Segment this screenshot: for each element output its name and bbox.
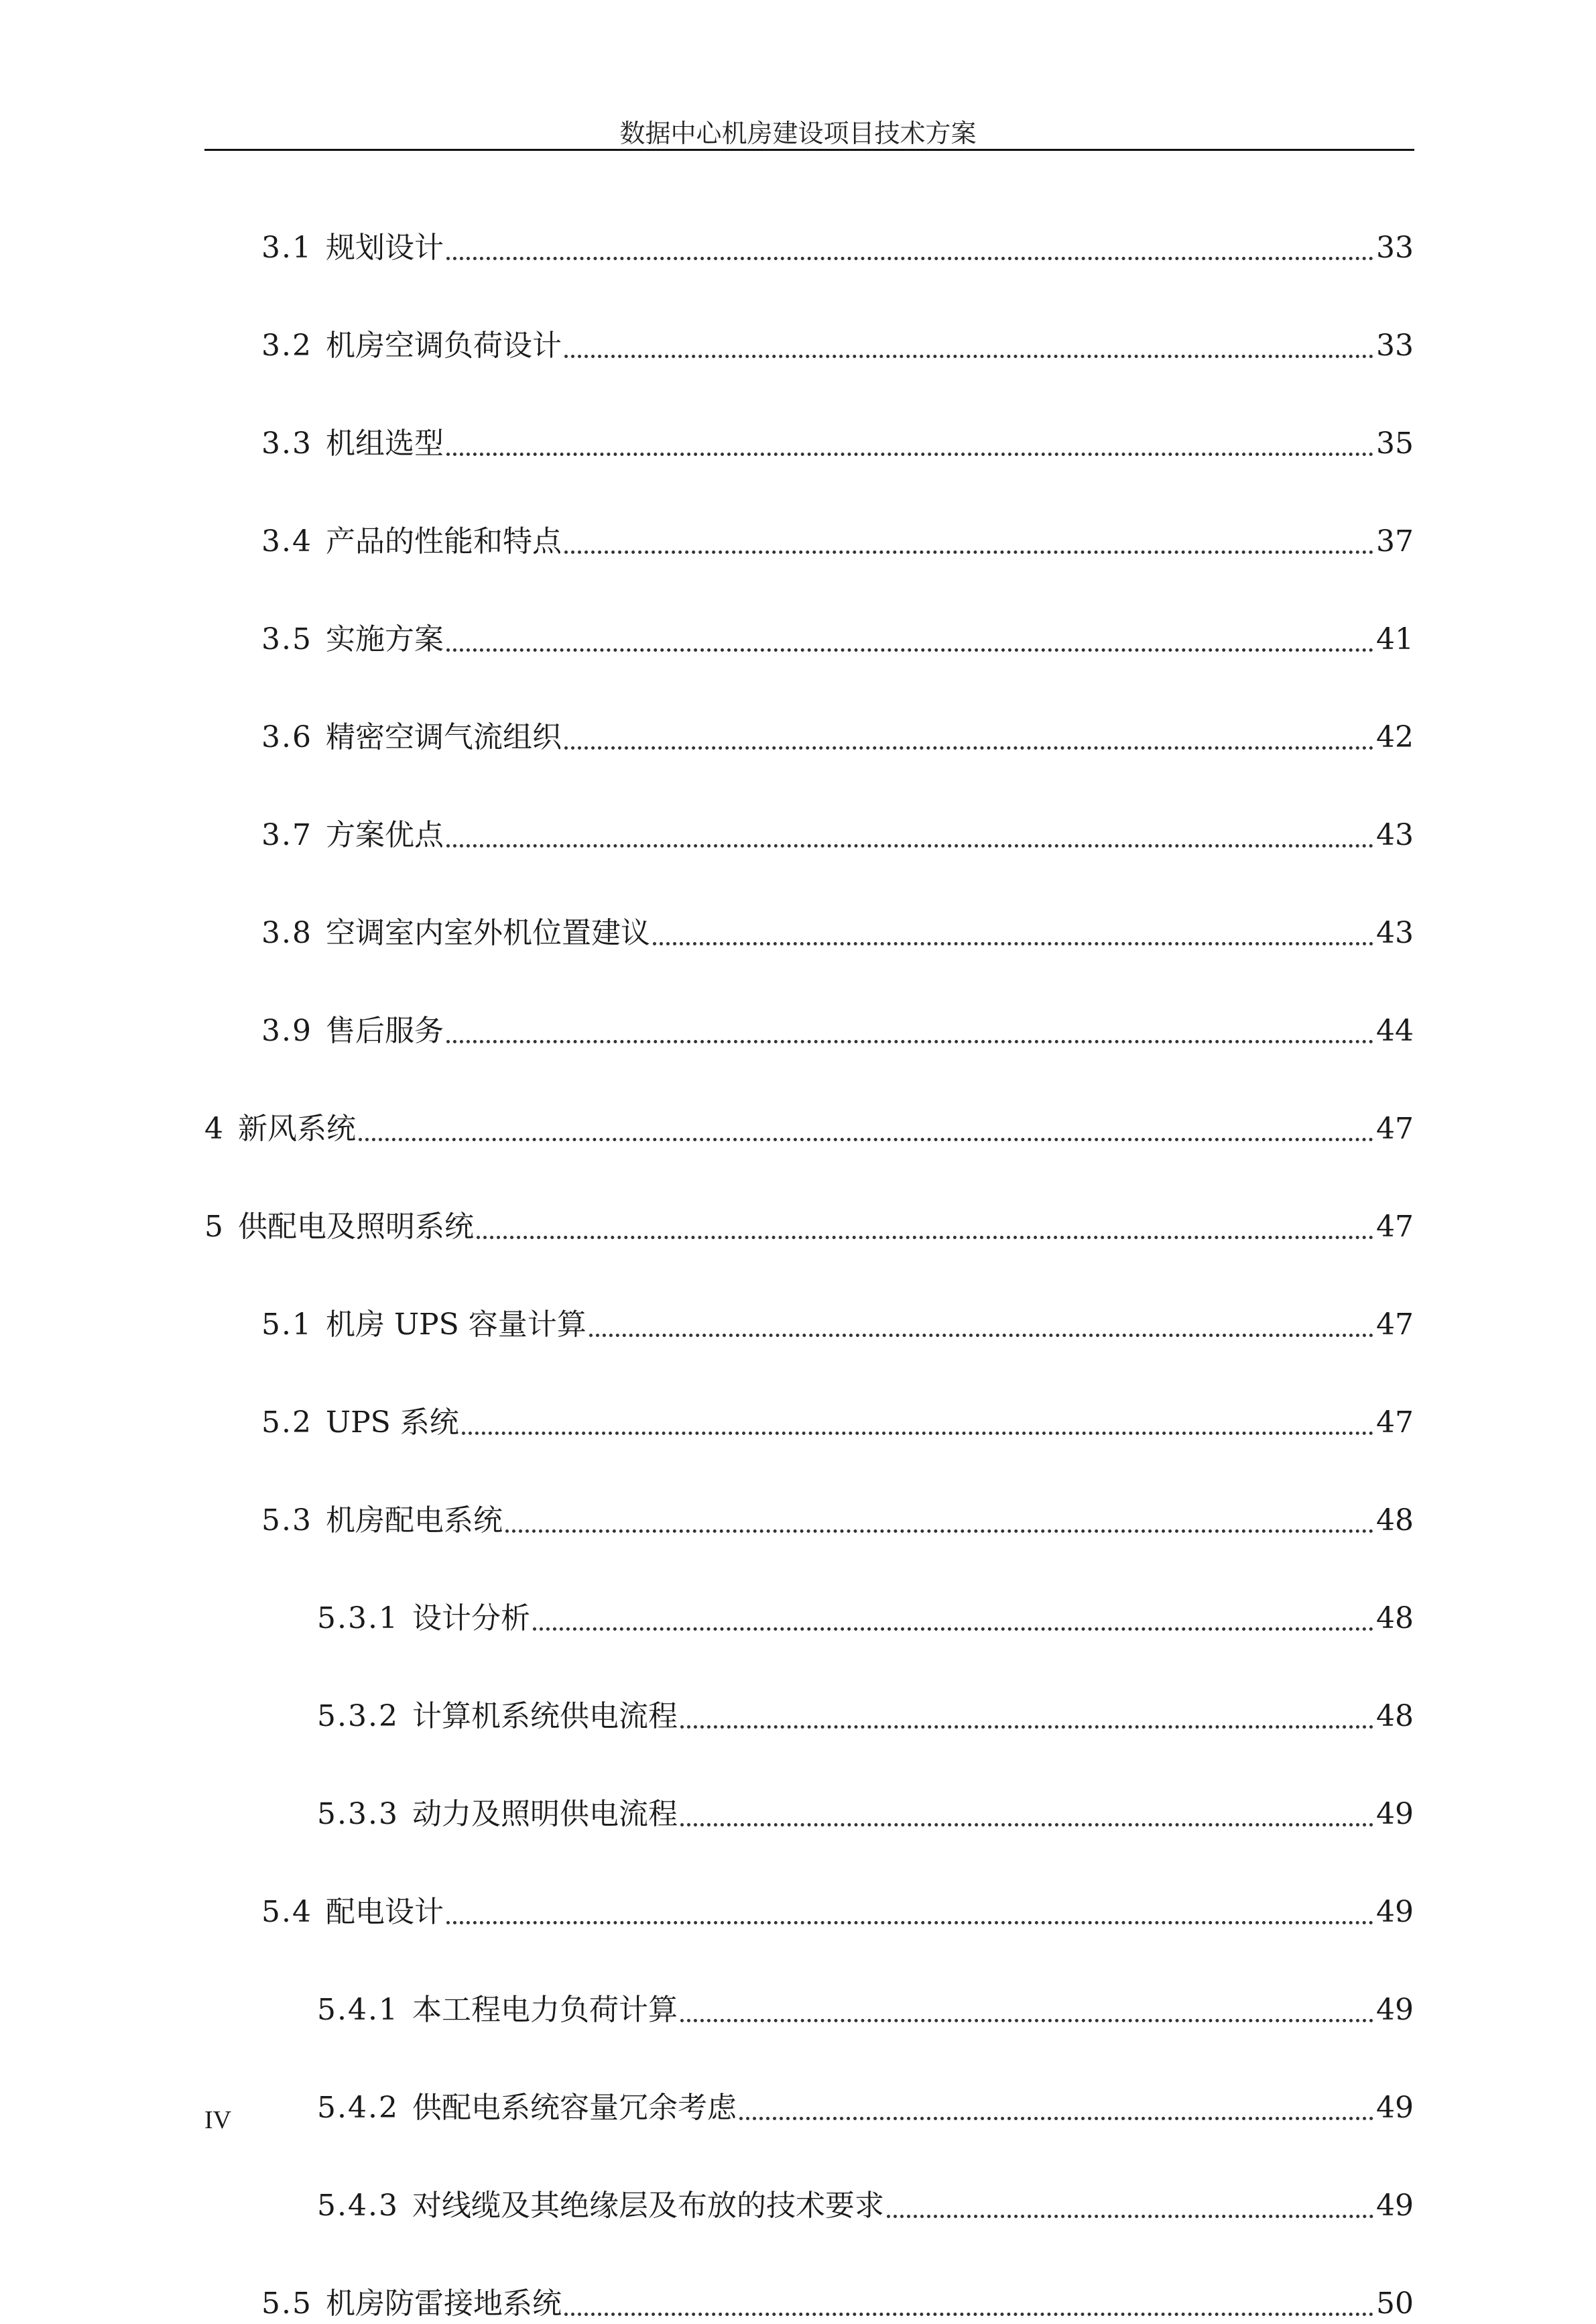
toc-entry-number: 5.4.1	[317, 1993, 399, 2027]
toc-entry[interactable]	[261, 1305, 1414, 1345]
toc-entry-title: UPS 系统	[325, 1405, 459, 1440]
toc-entry-page: 43	[1376, 818, 1414, 852]
toc-entry-number: 5.3	[261, 1503, 312, 1537]
toc-entry-title: 机房配电系统	[325, 1503, 503, 1537]
toc-entry-title: 售后服务	[325, 1014, 444, 1048]
toc-entry-title: 对线缆及其绝缘层及布放的技术要求	[412, 2189, 884, 2223]
toc-entry[interactable]	[261, 1011, 1414, 1051]
toc-entry-number: 5.1	[261, 1308, 312, 1342]
toc-entry-page: 42	[1376, 720, 1414, 754]
toc-entry-page: 50	[1376, 2286, 1414, 2321]
toc-entry-title: 机组选型	[325, 426, 444, 461]
toc-entry-number: 3.1	[261, 231, 312, 265]
toc-entry[interactable]	[261, 1501, 1414, 1541]
toc-entry[interactable]	[261, 1892, 1414, 1932]
toc-entry-page: 43	[1376, 916, 1414, 950]
toc-dot-leader	[477, 1236, 1373, 1239]
toc-entry[interactable]	[317, 1794, 1414, 1835]
toc-dot-leader	[505, 1529, 1373, 1533]
toc-entry[interactable]	[261, 228, 1414, 268]
toc-entry-number: 3.7	[261, 818, 312, 852]
toc-entry-title: 产品的性能和特点	[325, 524, 562, 559]
toc-entry-number: 3.3	[261, 426, 312, 461]
toc-entry[interactable]	[261, 424, 1414, 464]
toc-dot-leader	[653, 942, 1373, 945]
toc-entry-number: 3.4	[261, 524, 312, 559]
toc-entry-title: 配电设计	[325, 1895, 444, 1929]
toc-entry-number: 3.5	[261, 622, 312, 656]
toc-dot-leader	[680, 1725, 1373, 1729]
toc-entry-page: 35	[1376, 426, 1414, 461]
toc-entry-page: 49	[1376, 2091, 1414, 2125]
toc-entry-number: 3.8	[261, 916, 312, 950]
toc-entry[interactable]	[317, 1990, 1414, 2030]
toc-dot-leader	[446, 1040, 1373, 1043]
toc-entry-page: 44	[1376, 1014, 1414, 1048]
toc-dot-leader	[446, 648, 1373, 652]
toc-entry-page: 33	[1376, 329, 1414, 363]
toc-entry-number: 4	[204, 1112, 225, 1146]
toc-entry-page: 49	[1376, 1993, 1414, 2027]
toc-entry[interactable]	[317, 2088, 1414, 2128]
toc-entry[interactable]	[261, 1403, 1414, 1443]
toc-entry[interactable]	[261, 913, 1414, 953]
toc-entry-title: 精密空调气流组织	[325, 720, 562, 754]
toc-dot-leader	[680, 2019, 1373, 2022]
toc-entry[interactable]	[261, 2284, 1414, 2324]
toc-entry-number: 5.2	[261, 1405, 312, 1440]
toc-entry-title: 本工程电力负荷计算	[412, 1993, 678, 2027]
toc-entry-number: 5.3.1	[317, 1601, 399, 1635]
toc-entry-title: 设计分析	[412, 1601, 530, 1635]
toc-dot-leader	[887, 2215, 1373, 2218]
toc-entry-number: 5.3.2	[317, 1699, 399, 1733]
toc-entry-page: 48	[1376, 1503, 1414, 1537]
toc-entry[interactable]	[261, 326, 1414, 366]
toc-entry-title: 计算机系统供电流程	[412, 1699, 678, 1733]
toc-dot-leader	[680, 1823, 1373, 1826]
toc-dot-leader	[446, 257, 1373, 260]
toc-dot-leader	[446, 1921, 1373, 1924]
toc-entry-title: 供配电系统容量冗余考虑	[412, 2091, 737, 2125]
toc-dot-leader	[564, 355, 1373, 358]
toc-dot-leader	[564, 746, 1373, 750]
toc-entry-title: 空调室内室外机位置建议	[325, 916, 650, 950]
toc-entry-number: 5.5	[261, 2286, 312, 2321]
toc-entry-page: 48	[1376, 1601, 1414, 1635]
toc-entry-title: 方案优点	[325, 818, 444, 852]
toc-entry-title: 机房 UPS 容量计算	[325, 1308, 587, 1342]
toc-entry-number: 3.6	[261, 720, 312, 754]
toc-entry-number: 5.4.3	[317, 2189, 399, 2223]
toc-entry[interactable]	[261, 522, 1414, 562]
toc-entry-page: 47	[1376, 1405, 1414, 1440]
toc-entry-page: 41	[1376, 622, 1414, 656]
toc-entry[interactable]	[261, 815, 1414, 856]
toc-entry[interactable]	[261, 620, 1414, 660]
toc-entry-title: 新风系统	[238, 1112, 356, 1146]
toc-dot-leader	[446, 844, 1373, 848]
toc-dot-leader	[462, 1432, 1373, 1435]
toc-dot-leader	[564, 2313, 1373, 2316]
toc-entry-page: 37	[1376, 524, 1414, 559]
toc-entry-page: 48	[1376, 1699, 1414, 1733]
toc-entry-title: 机房防雷接地系统	[325, 2286, 562, 2321]
toc-entry-number: 5.4	[261, 1895, 312, 1929]
footer-page-number: IV	[204, 2106, 232, 2134]
toc-entry[interactable]	[204, 1109, 1414, 1149]
toc-entry-page: 49	[1376, 1797, 1414, 1831]
toc-entry-title: 供配电及照明系统	[238, 1210, 474, 1244]
toc-entry-title: 动力及照明供电流程	[412, 1797, 678, 1831]
toc-entry-title: 规划设计	[325, 231, 444, 265]
toc-entry-page: 33	[1376, 231, 1414, 265]
header-rule	[204, 149, 1414, 151]
toc-entry-number: 5.3.3	[317, 1797, 399, 1831]
toc-entry[interactable]	[204, 1207, 1414, 1247]
toc-entry-title: 实施方案	[325, 622, 444, 656]
toc-entry[interactable]	[261, 717, 1414, 758]
toc-entry-number: 5.4.2	[317, 2091, 399, 2125]
toc-dot-leader	[446, 453, 1373, 456]
toc-dot-leader	[533, 1627, 1373, 1631]
toc-entry[interactable]	[317, 1599, 1414, 1639]
toc-entry-page: 49	[1376, 2189, 1414, 2223]
toc-entry-title: 机房空调负荷设计	[325, 329, 562, 363]
toc-entry-number: 3.2	[261, 329, 312, 363]
toc-entry-page: 47	[1376, 1308, 1414, 1342]
toc-entry[interactable]	[317, 1696, 1414, 1737]
toc-entry-page: 49	[1376, 1895, 1414, 1929]
toc-entry-number: 5	[204, 1210, 225, 1244]
running-header-title: 数据中心机房建设项目技术方案	[619, 119, 977, 148]
toc-entry-number: 3.9	[261, 1014, 312, 1048]
toc-dot-leader	[359, 1138, 1373, 1141]
toc-dot-leader	[564, 550, 1373, 554]
toc-entry[interactable]	[317, 2186, 1414, 2226]
toc-entry-page: 47	[1376, 1210, 1414, 1244]
toc-dot-leader	[739, 2117, 1373, 2120]
toc-entry-page: 47	[1376, 1112, 1414, 1146]
toc-dot-leader	[589, 1334, 1373, 1337]
